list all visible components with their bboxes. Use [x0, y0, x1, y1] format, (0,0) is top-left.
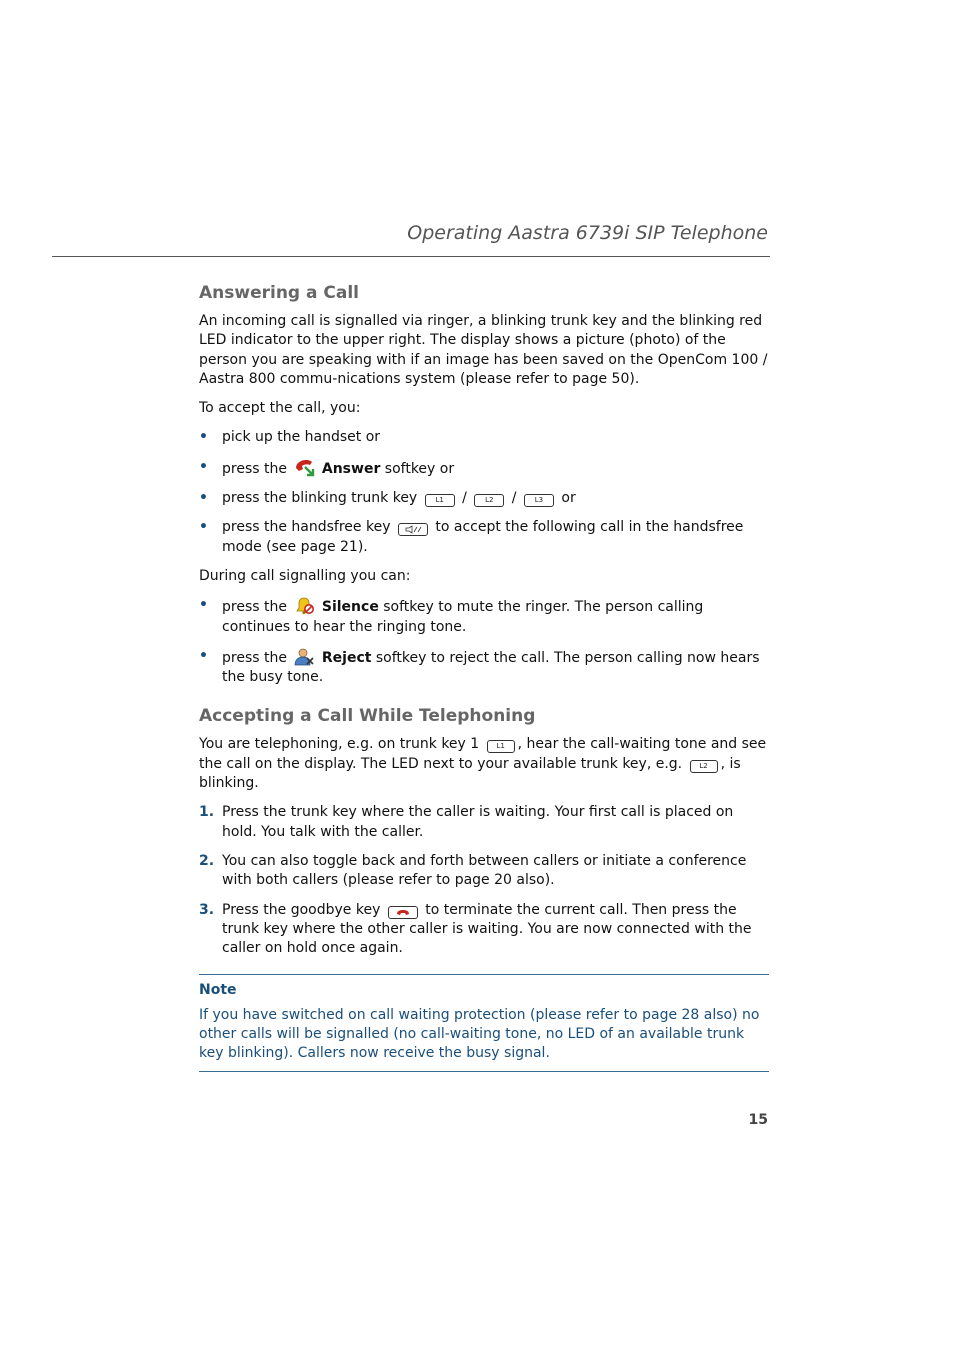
bullet-text: press the [222, 460, 287, 477]
list-item [199, 647, 769, 688]
step-number: 1. [199, 804, 215, 821]
bullet-text: press the blinking trunk key [222, 490, 418, 507]
accept-options-list [199, 428, 769, 556]
page-number: 15 [748, 1112, 768, 1128]
bullet-text: softkey or [384, 460, 455, 477]
trunk-key-l2: L2 [690, 760, 718, 773]
list-item [199, 458, 769, 479]
bullet-marker: • [199, 647, 208, 664]
list-item [199, 901, 769, 959]
list-item [199, 428, 769, 447]
bullet-text: press the [222, 649, 287, 666]
goodbye-handset-icon [388, 906, 418, 919]
intro-text: , is blinking. [199, 755, 741, 792]
bullet-marker: • [199, 429, 208, 446]
bullet-text: softkey to mute the ringer. The person calling continues to hear the ringing tone. [222, 599, 704, 635]
bullet-text: softkey to reject the call. The person calling now hears the busy tone. [222, 649, 760, 686]
bullet-text: press the [222, 599, 287, 616]
note-title: Note [199, 982, 237, 999]
step-text: to terminate the current call. Then press the trunk key where the other caller is waiting. You are now connected with the caller on hold once again. [222, 901, 752, 957]
trunk-key-l1: L1 [425, 494, 455, 507]
running-header: Operating Aastra 6739i SIP Telephone [407, 222, 768, 244]
intro-text: , hear the call-waiting tone and see the call on the display. The LED next to your available trunk key, e.g. [199, 736, 767, 772]
silence-bell-icon [293, 596, 315, 615]
answer-softkey-label: Answer [321, 460, 381, 477]
trunk-key-l2: L2 [474, 494, 504, 507]
answering-intro: An incoming call is signalled via ringer, a blinking trunk key and the blinking red LED indicator to the upper right. The display shows a picture (photo) of the person you are speaking with if an image has been saved on the OpenCom 100 / Aastra 800 commu-nications system (please refer to page 50). [199, 313, 768, 387]
bullet-text: pick up the handset or [222, 429, 381, 446]
key-separator: / [462, 490, 467, 507]
trunk-key-l3: L3 [524, 494, 554, 507]
answer-phone-icon [293, 458, 315, 477]
step-number: 2. [199, 852, 215, 869]
list-item [199, 518, 769, 557]
intro-text: You are telephoning, e.g. on trunk key 1 [199, 736, 480, 753]
list-item [199, 852, 769, 891]
page-content [199, 282, 769, 1072]
list-item [199, 803, 769, 842]
header-rule [52, 256, 770, 257]
bullet-marker: • [199, 597, 208, 614]
list-item [199, 596, 769, 637]
section-heading-accepting: Accepting a Call While Telephoning [199, 706, 536, 727]
reject-person-icon [293, 647, 315, 666]
during-signalling-intro: During call signalling you can: [199, 567, 411, 584]
steps-list [199, 803, 769, 958]
section-heading-answering: Answering a Call [199, 283, 360, 303]
bullet-text: or [561, 490, 576, 507]
bullet-text: to accept the following call in the handsfree mode (see page 21). [222, 519, 744, 555]
silence-softkey-label: Silence [321, 599, 379, 616]
bullet-text: press the handsfree key [222, 519, 391, 536]
step-text: Press the trunk key where the caller is waiting. Your first call is placed on hold. You talk with the caller. [222, 804, 734, 840]
bullet-marker: • [199, 458, 208, 475]
bullet-marker: • [199, 490, 208, 507]
note-box [199, 974, 769, 1071]
key-separator: / [511, 490, 517, 507]
step-number: 3. [199, 901, 215, 918]
during-options-list [199, 596, 769, 687]
reject-softkey-label: Reject [321, 649, 372, 666]
bullet-marker: • [199, 519, 208, 536]
trunk-key-l1: L1 [487, 740, 515, 753]
list-item [199, 489, 769, 508]
handsfree-speaker-icon [398, 523, 428, 536]
accepting-intro [199, 735, 769, 793]
note-text: If you have switched on call waiting protection (please refer to page 28 also) no other calls will be signalled (no call-waiting tone, no LED of an available trunk key blinking). Callers now receive the busy signal. [199, 1006, 760, 1062]
accept-intro: To accept the call, you: [199, 400, 361, 417]
step-text: Press the goodbye key [222, 901, 381, 918]
step-text: You can also toggle back and forth between callers or initiate a conference with both callers (please refer to page 20 also). [222, 852, 747, 889]
